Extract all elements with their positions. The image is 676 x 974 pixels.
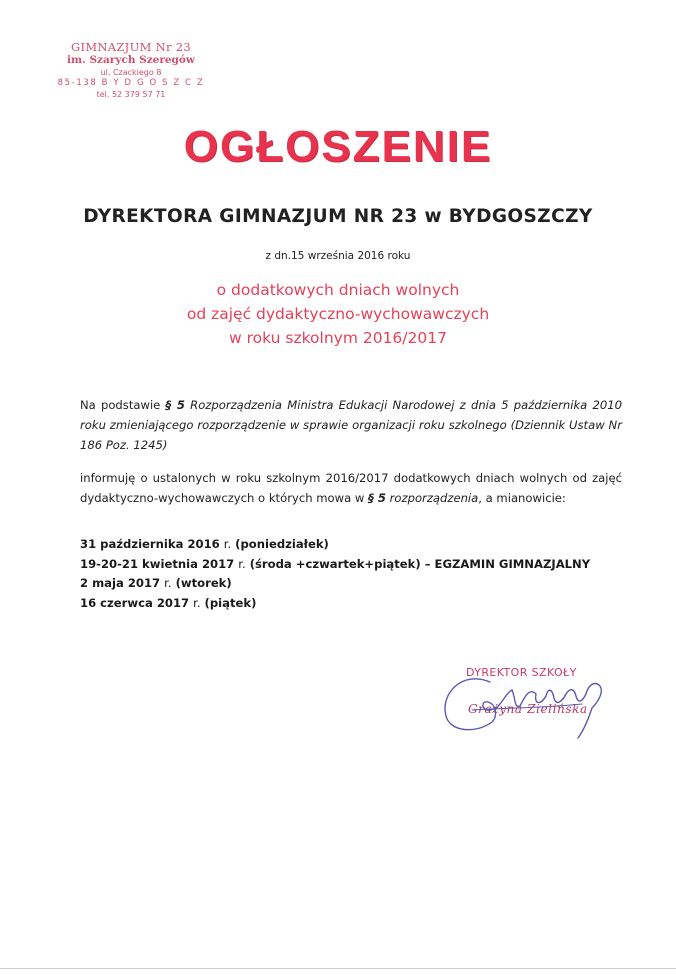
date-rest: (środa +czwartek+piątek) – EGZAMIN GIMNAZJALNY	[245, 556, 591, 571]
regulation-ref: Rozporządzenia Ministra Edukacji Narodowej z dnia 5 października 2010 roku zmieniającego rozporządzenie w sprawie organizacji roku szkolnego (Dziennik Ustaw Nr 186 Poz. 1245)	[80, 398, 622, 452]
paragraph-text: , a mianowicie:	[478, 491, 566, 505]
topic-line: w roku szkolnym 2016/2017	[229, 329, 447, 347]
date-main: 19-20-21 kwietnia 2017	[80, 556, 239, 571]
stamp-line-patron: im. Szarych Szeregów	[67, 54, 195, 66]
date-r: r.	[164, 576, 172, 590]
regulation-ref: rozporządzenia	[385, 491, 479, 505]
school-stamp	[56, 40, 206, 100]
list-item	[80, 555, 620, 575]
stamp-line-city: 85-138 B Y D G O S Z C Z	[57, 78, 205, 88]
section-ref: § 5	[165, 398, 185, 412]
stamp-line-school: GIMNAZJUM Nr 23	[71, 40, 191, 54]
announcement-topic	[0, 278, 676, 350]
information-paragraph	[80, 468, 622, 508]
date-rest: (piątek)	[200, 595, 257, 610]
free-days-list	[80, 535, 620, 613]
announcement-title: OGŁOSZENIE	[183, 122, 493, 171]
date-main: 2 maja 2017	[80, 576, 165, 590]
list-item	[80, 574, 620, 594]
handwritten-signature-icon	[432, 664, 622, 744]
date-r: r.	[223, 537, 232, 551]
signature-name: Grażyna Zielińska	[468, 702, 588, 716]
date-rest: (wtorek)	[171, 576, 232, 590]
topic-line: o dodatkowych dniach wolnych	[216, 281, 460, 299]
list-item	[80, 535, 620, 555]
announcement-subtitle: DYREKTORA GIMNAZJUM NR 23 w BYDGOSZCZY	[83, 206, 593, 227]
page-edge-line	[0, 968, 676, 969]
director-signature	[432, 664, 622, 744]
paragraph-text: informuję o ustalonych w roku szkolnym 2016/2017 dodatkowych dniach wolnych od zajęć dydaktyczno-wychowawczych o których mowa w	[80, 471, 622, 505]
topic-line: od zajęć dydaktyczno-wychowawczych	[186, 305, 490, 323]
list-item	[80, 594, 620, 614]
legal-basis-paragraph	[80, 395, 622, 455]
date-main: 16 czerwca 2017	[80, 595, 194, 610]
announcement-date: z dn.15 września 2016 roku	[265, 250, 411, 262]
date-r: r.	[238, 556, 246, 571]
signature-role: DYREKTOR SZKOŁY	[466, 666, 577, 679]
date-rest: (poniedziałek)	[231, 537, 329, 551]
section-ref: § 5	[368, 491, 386, 505]
stamp-line-phone: tel. 52 379 57 71	[96, 90, 166, 99]
paragraph-text: Na podstawie	[80, 398, 166, 412]
stamp-line-street: ul. Czackiego 8	[100, 68, 162, 77]
date-main: 31 października 2016	[80, 537, 224, 551]
date-r: r.	[193, 595, 201, 610]
